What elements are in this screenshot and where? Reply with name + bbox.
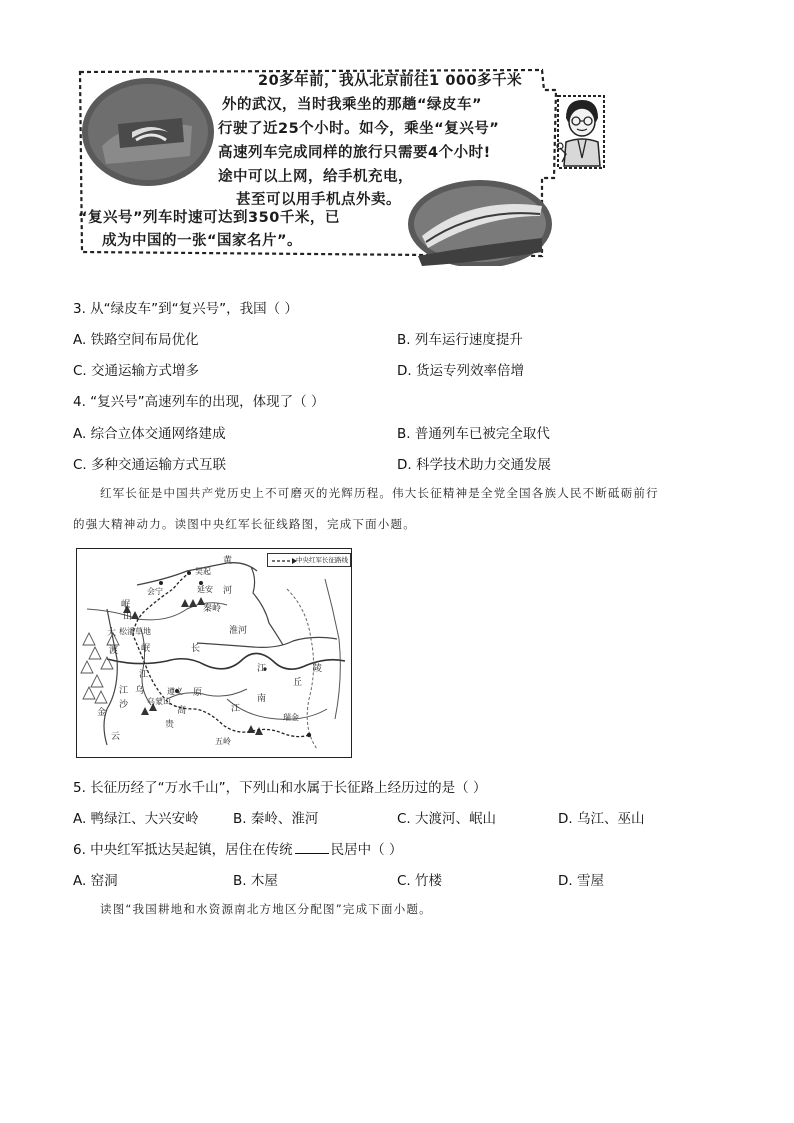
label-wuling: 五岭	[215, 737, 231, 746]
question-4-option-c[interactable]: C. 多种交通运输方式互联	[73, 457, 227, 473]
label-min2: 岷	[141, 644, 151, 654]
question-3-option-b[interactable]: B. 列车运行速度提升	[397, 332, 523, 348]
label-min: 岷	[121, 600, 131, 610]
label-qiu: 丘	[293, 678, 303, 688]
comic-line-2: 外的武汉，当时我乘坐的那趟“绿皮车”	[222, 97, 483, 113]
comic-line-4: 高速列车完成同样的旅行只需要4个小时!	[218, 145, 491, 161]
huaihe-line	[197, 637, 337, 647]
map-legend-text: 中央红军长征路线	[296, 556, 348, 564]
comic-illustration	[72, 66, 612, 266]
label-chang: 长	[191, 644, 201, 654]
long-march-map	[76, 548, 352, 758]
label-songpan: 松潘草地	[119, 627, 151, 636]
question-5-option-b[interactable]: B. 秦岭、淮河	[233, 811, 319, 827]
label-gao: 高	[177, 706, 187, 716]
label-huining: 会宁	[147, 587, 163, 596]
label-huaihe: 淮河	[229, 626, 248, 636]
label-sha: 沙	[119, 700, 129, 710]
farmland-intro: 读图“我国耕地和水资源南北方地区分配图”完成下面小题。	[100, 902, 432, 916]
comic-line-6: 甚至可以用手机点外卖。	[236, 192, 401, 208]
label-gui: 贵	[165, 720, 175, 730]
label-du: 渡	[109, 646, 119, 656]
label-yanan: 延安	[197, 585, 213, 594]
label-qinling: 秦岭	[203, 604, 222, 614]
yellow-river-line	[251, 567, 283, 645]
label-huang: 黄	[223, 556, 233, 566]
label-wumengshan: 乌蒙山	[147, 697, 171, 706]
map-legend	[267, 553, 351, 567]
question-3-option-a[interactable]: A. 铁路空间布局优化	[73, 332, 199, 348]
label-yun: 云	[111, 732, 121, 742]
question-5-option-a[interactable]: A. 鸭绿江、大兴安岭	[73, 811, 199, 827]
question-6-stem-before: 6. 中央红军抵达吴起镇，居住在传统	[73, 842, 293, 858]
comic-line-1: 20多年前，我从北京前往1 000多千米	[258, 73, 523, 89]
yangtze-river-line	[107, 653, 345, 669]
comic-line-5: 途中可以上网，给手机充电，	[218, 169, 413, 185]
question-4-stem: 4. “复兴号”高速列车的出现，体现了（ ）	[73, 394, 325, 410]
label-jiang4: 江	[231, 704, 241, 714]
label-wuqi: 吴起	[195, 567, 211, 576]
label-jiang2: 江	[257, 664, 267, 674]
question-6-stem-after: 民居中（ ）	[330, 842, 403, 858]
label-zunyi: 遵义	[167, 687, 183, 696]
longmarch-intro-line-1: 红军长征是中国共产党历史上不可磨灭的光辉历程。伟大长征精神是全党全国各族人民不断砥砺前行	[100, 486, 659, 500]
question-5-stem: 5. 长征历经了“万水千山”，下列山和水属于长征路上经历过的是（ ）	[73, 780, 487, 796]
label-he: 河	[223, 586, 233, 596]
question-4-option-a[interactable]: A. 综合立体交通网络建成	[73, 426, 226, 442]
question-5-option-c[interactable]: C. 大渡河、岷山	[397, 811, 497, 827]
question-3-stem: 3. 从“绿皮车”到“复兴号”，我国（ ）	[73, 301, 298, 317]
label-wu: 乌	[135, 686, 145, 696]
question-6-blank	[295, 842, 329, 854]
label-yuan: 原	[193, 688, 203, 698]
label-dadu: 大	[107, 628, 117, 638]
comic-line-7: “复兴号”列车时速可达到350千米，已	[78, 210, 340, 226]
label-jin: 金	[97, 708, 107, 718]
label-shan: 山	[123, 612, 133, 622]
question-3-option-d[interactable]: D. 货运专列效率倍增	[397, 363, 524, 379]
question-6-option-c[interactable]: C. 竹楼	[397, 873, 443, 889]
label-nan: 南	[257, 694, 267, 704]
question-4-option-b[interactable]: B. 普通列车已被完全取代	[397, 426, 550, 442]
question-3-option-c[interactable]: C. 交通运输方式增多	[73, 363, 200, 379]
label-ruijin: 瑞金	[283, 713, 299, 722]
question-6-stem	[73, 838, 402, 858]
question-5-option-d[interactable]: D. 乌江、巫山	[558, 811, 645, 827]
question-6-option-a[interactable]: A. 窑洞	[73, 873, 118, 889]
label-ling: 陵	[313, 664, 323, 674]
cartoon-man	[557, 96, 604, 168]
label-jiang: 江	[139, 670, 149, 680]
question-4-option-d[interactable]: D. 科学技术助力交通发展	[397, 457, 551, 473]
question-6-option-d[interactable]: D. 雪屋	[558, 873, 604, 889]
question-6-option-b[interactable]: B. 木屋	[233, 873, 278, 889]
label-jiang3: 江	[119, 686, 129, 696]
comic-line-8: 成为中国的一张“国家名片”。	[102, 233, 303, 249]
comic-line-3: 行驶了近25个小时。如今，乘坐“复兴号”	[218, 121, 500, 137]
longmarch-intro-line-2: 的强大精神动力。读图中央红军长征线路图，完成下面小题。	[73, 517, 416, 531]
